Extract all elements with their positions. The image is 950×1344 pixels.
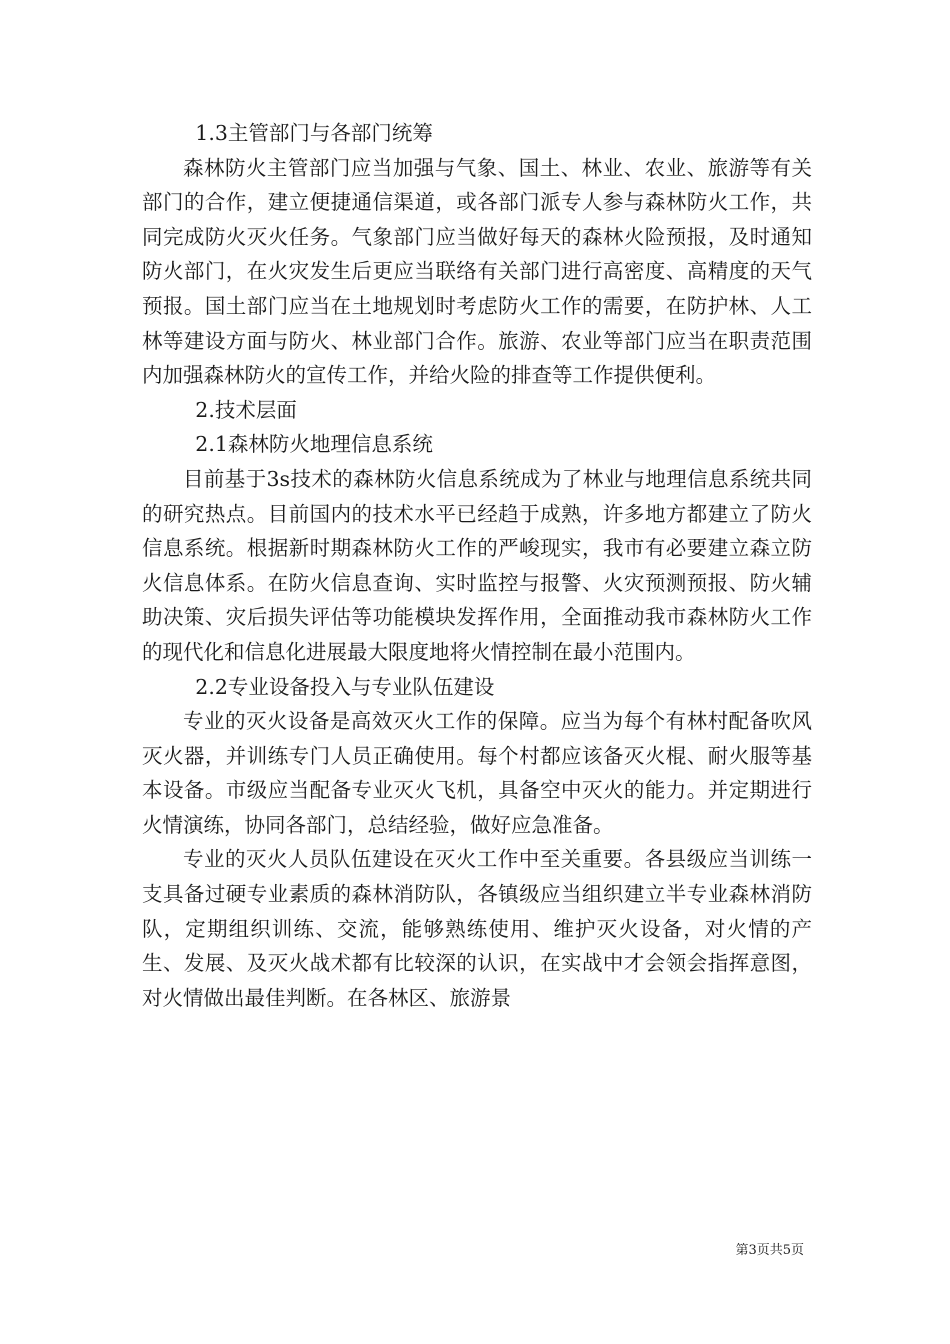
section-heading-2-1: 2.1森林防火地理信息系统	[195, 432, 433, 457]
paragraph-team-building: 专业的灭火人员队伍建设在灭火工作中至关重要。各县级应当训练一支具备过硬专业素质的森林消防队，各镇级应当组织建立半专业森林消防队，定期组织训练、交流，能够熟练使用、维护灭火设备，对火情的产生、发展、及灭火战术都有比较深的认识，在实战中才会领会指挥意图，对火情做出最佳判断。在各林区、旅游景	[142, 847, 812, 1010]
section-heading-1-3: 1.3主管部门与各部门统筹	[195, 121, 433, 145]
document-body	[142, 116, 812, 1015]
page-number-footer: 第3页共5页	[735, 1243, 804, 1258]
section-heading-2-2: 2.2专业设备投入与专业队伍建设	[195, 674, 495, 699]
paragraph-gis-system: 目前基于3s技术的森林防火信息系统成为了林业与地理信息系统共同的研究热点。目前国内的技术水平已经趋于成熟，许多地方都建立了防火信息系统。根据新时期森林防火工作的严峻现实，我市有必要建立森立防火信息体系。在防火信息查询、实时监控与报警、火灾预测预报、防火辅助决策、灾后损失评估等功能模块发挥作用，全面推动我市森林防火工作的现代化和信息化进展最大限度地将火情控制在最小范围内。	[142, 466, 812, 664]
paragraph-coordination: 森林防火主管部门应当加强与气象、国土、林业、农业、旅游等有关部门的合作，建立便捷通信渠道，或各部门派专人参与森林防火工作，共同完成防火灭火任务。气象部门应当做好每天的森林火险预报，及时通知防火部门，在火灾发生后更应当联络有关部门进行高密度、高精度的天气预报。国土部门应当在土地规划时考虑防火工作的需要，在防护林、人工林等建设方面与防火、林业部门合作。旅游、农业等部门应当在职责范围内加强森林防火的宣传工作，并给火险的排查等工作提供便利。	[142, 155, 812, 388]
section-heading-2: 2.技术层面	[195, 397, 297, 422]
paragraph-equipment: 专业的灭火设备是高效灭火工作的保障。应当为每个有林村配备吹风灭火器，并训练专门人员正确使用。每个村都应该备灭火棍、耐火服等基本设备。市级应当配备专业灭火飞机，具备空中灭火的能力。并定期进行火情演练，协同各部门，总结经验，做好应急准备。	[142, 709, 812, 837]
